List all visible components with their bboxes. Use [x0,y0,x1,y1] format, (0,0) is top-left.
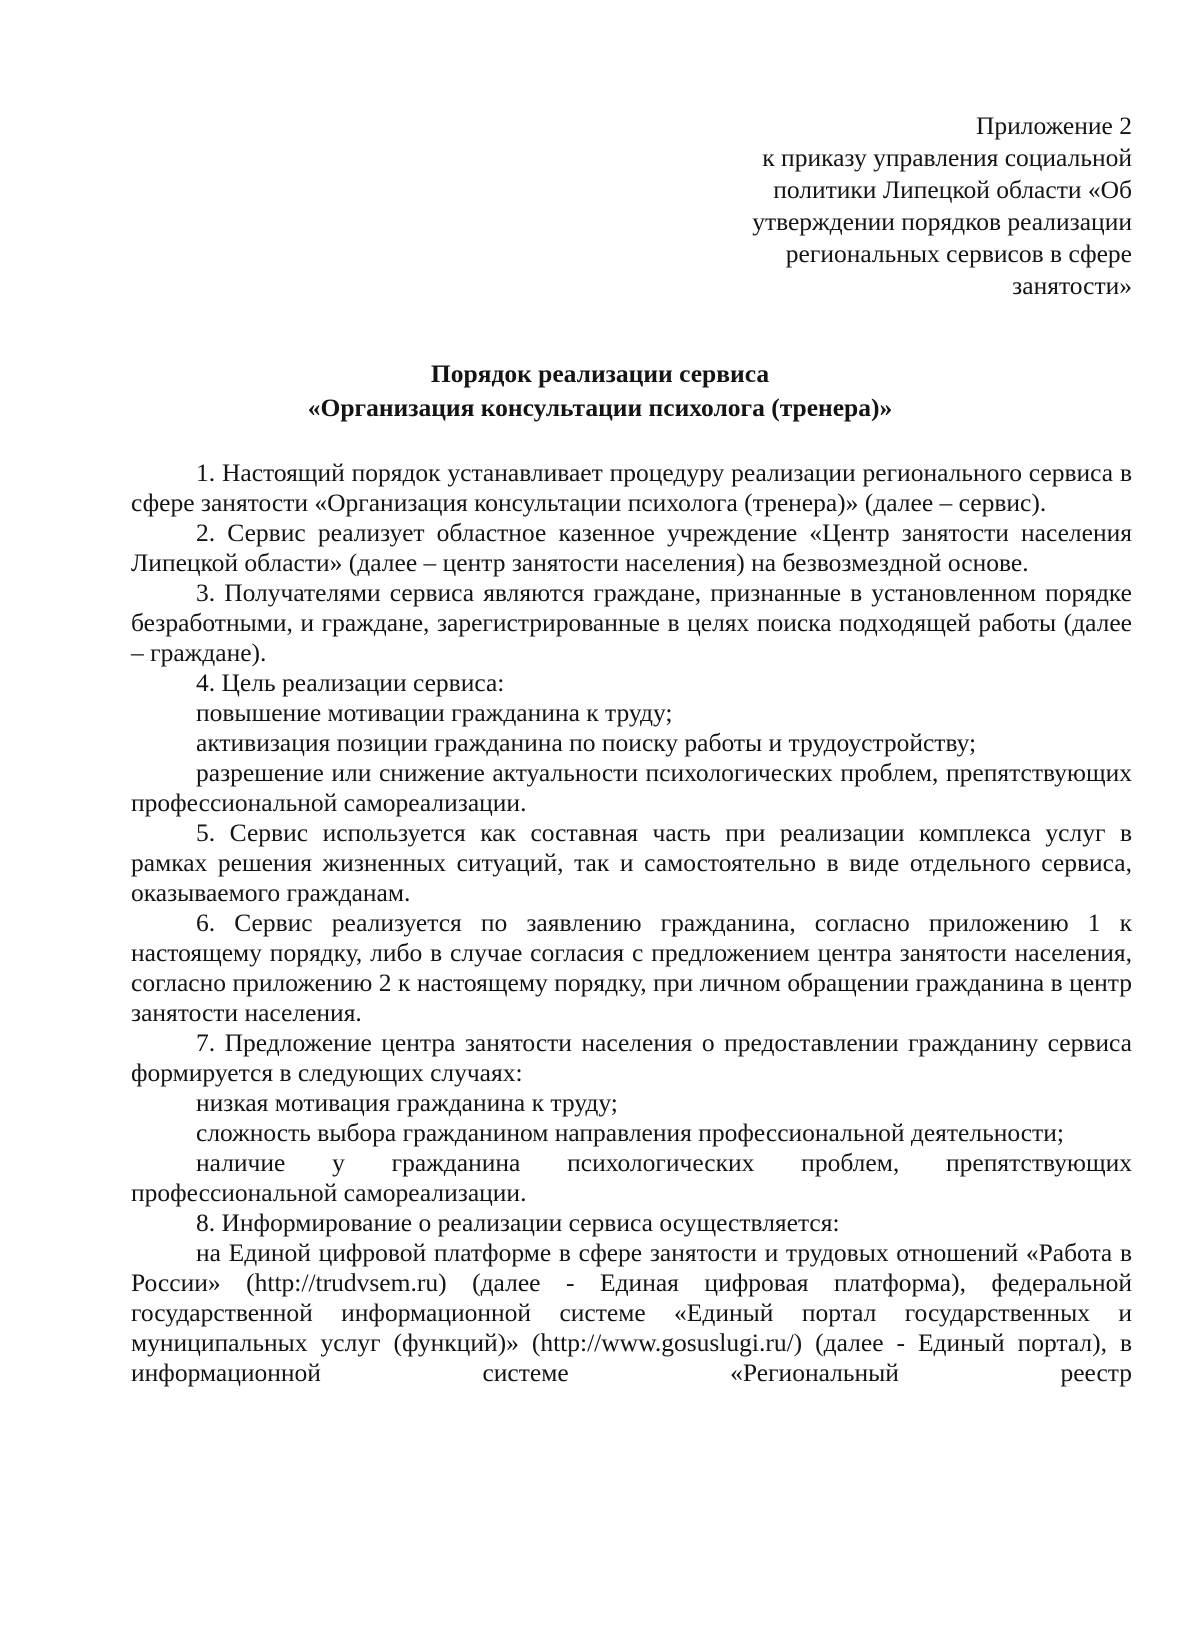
annex-line: утверждении порядков реализации [752,207,1132,236]
title-line: «Организация консультации психолога (тренера)» [307,393,893,422]
list-item-low-motivation: низкая мотивация гражданина к труду; [196,1088,618,1117]
list-item-activation: активизация позиции гражданина по поиску работы и трудоустройству; [196,728,977,757]
paragraph-3: 3. Получателями сервиса являются граждане, признанные в установленном порядке безработными, и граждане, зарегистрированные в целях поиска подходящей работы (далее – граждане). [131,578,1132,667]
document-title [0,357,1200,425]
list-item-informing: на Единой цифровой платформе в сфере занятости и трудовых отношений «Работа в России» (http://trudvsem.ru) (далее - Единая цифровая платформа), федеральной государственной информационной системе «Единый портал государственных и муниципальных услуг (функций)» (http://www.gosuslugi.ru/) (далее - Единый портал), в информационной системе «Региональный реестр [131,1238,1132,1387]
paragraph-8: 8. Информирование о реализации сервиса осуществляется: [196,1208,840,1237]
list-item-choice: сложность выбора гражданином направления профессиональной деятельности; [196,1118,1064,1147]
annex-line: Приложение 2 [976,111,1132,140]
annex-line: занятости» [1012,271,1132,300]
annex-line: к приказу управления социальной [762,143,1132,172]
paragraph-5: 5. Сервис используется как составная часть при реализации комплекса услуг в рамках решения жизненных ситуаций, так и самостоятельно в виде отдельного сервиса, оказываемого гражданам. [131,818,1132,907]
document-body [131,458,1132,1388]
paragraph-4: 4. Цель реализации сервиса: [196,668,505,697]
paragraph-6: 6. Сервис реализуется по заявлению гражданина, согласно приложению 1 к настоящему порядку, либо в случае согласия с предложением центра занятости населения, согласно приложению 2 к настоящему порядку, при личном обращении гражданина в центр занятости населения. [131,908,1132,1027]
paragraph-2: 2. Сервис реализует областное казенное учреждение «Центр занятости населения Липецкой области» (далее – центр занятости населения) на безвозмездной основе. [131,518,1132,577]
annex-line: политики Липецкой области «Об [773,175,1132,204]
list-item-motivation: повышение мотивации гражданина к труду; [196,698,673,727]
list-item-problems: разрешение или снижение актуальности психологических проблем, препятствующих профессиональной самореализации. [131,758,1132,817]
annex-header [752,110,1132,302]
paragraph-7: 7. Предложение центра занятости населения о предоставлении гражданину сервиса формируется в следующих случаях: [131,1028,1132,1087]
paragraph-1: 1. Настоящий порядок устанавливает процедуру реализации регионального сервиса в сфере занятости «Организация консультации психолога (тренера)» (далее – сервис). [131,458,1132,517]
list-item-psych-problems: наличие у гражданина психологических проблем, препятствующих профессиональной самореализации. [131,1148,1132,1207]
title-line: Порядок реализации сервиса [430,359,770,388]
annex-line: региональных сервисов в сфере [785,239,1132,268]
